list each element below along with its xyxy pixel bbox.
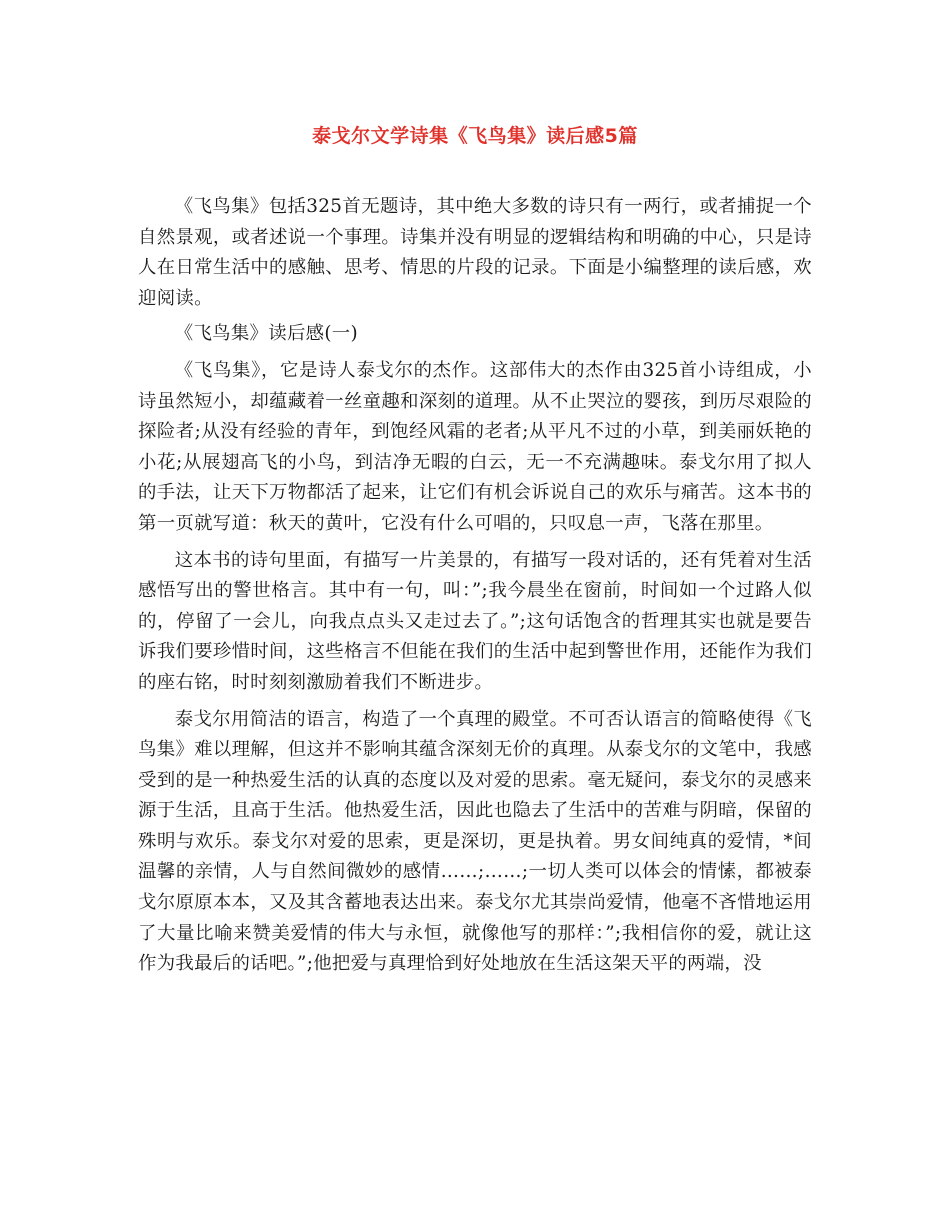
intro-paragraph: 《飞鸟集》包括325首无题诗，其中绝大多数的诗只有一两行，或者捕捉一个自然景观，或者述说一个事理。诗集并没有明显的逻辑结构和明确的中心，只是诗人在日常生活中的感触、思考、情思的片段的记录。下面是小编整理的读后感，欢迎阅读。 [138,196,812,309]
document-title: 泰戈尔文学诗集《飞鸟集》读后感5篇 [312,125,638,147]
body-paragraph: 泰戈尔用简洁的语言，构造了一个真理的殿堂。不可否认语言的简略使得《飞鸟集》难以理解，但这并不影响其蕴含深刻无价的真理。从泰戈尔的文笔中，我感受到的是一种热爱生活的认真的态度以及对爱的思索。毫无疑问，泰戈尔的灵感来源于生活，且高于生活。他热爱生活，因此也隐去了生活中的苦难与阴暗，保留的殊明与欢乐。泰戈尔对爱的思索，更是深切，更是执着。男女间纯真的爱情，*间温馨的亲情，人与自然间微妙的感情……;……;一切人类可以体会的情愫，都被泰戈尔原原本本，又及其含蓄地表达出来。泰戈尔尤其崇尚爱情，他毫不吝惜地运用了大量比喻来赞美爱情的伟大与永恒，就像他写的那样：”;我相信你的爱，就让这作为我最后的话吧。”;他把爱与真理恰到好处地放在生活这架天平的两端，没 [138,708,812,975]
body-paragraph: 《飞鸟集》，它是诗人泰戈尔的杰作。这部伟大的杰作由325首小诗组成，小诗虽然短小，却蕴藏着一丝童趣和深刻的道理。从不止哭泣的婴孩，到历尽艰险的探险者;从没有经验的青年，到饱经风霜的老者;从平凡不过的小草，到美丽妖艳的小花;从展翅高飞的小鸟，到洁净无暇的白云，无一不充满趣味。泰戈尔用了拟人的手法，让天下万物都活了起来，让它们有机会诉说自己的欢乐与痛苦。这本书的第一页就写道：秋天的黄叶，它没有什么可唱的，只叹息一声，飞落在那里。 [138,359,812,534]
body-paragraph: 这本书的诗句里面，有描写一片美景的，有描写一段对话的，还有凭着对生活感悟写出的警世格言。其中有一句，叫：”;我今晨坐在窗前，时间如一个过路人似的，停留了一会儿，向我点点头又走过去了。”;这句话饱含的哲理其实也就是要告诉我们要珍惜时间，这些格言不但能在我们的生活中起到警世作用，还能作为我们的座右铭，时时刻刻激励着我们不断进步。 [138,549,812,693]
section-heading: 《飞鸟集》读后感(一) [174,323,358,345]
document-body [138,192,812,980]
